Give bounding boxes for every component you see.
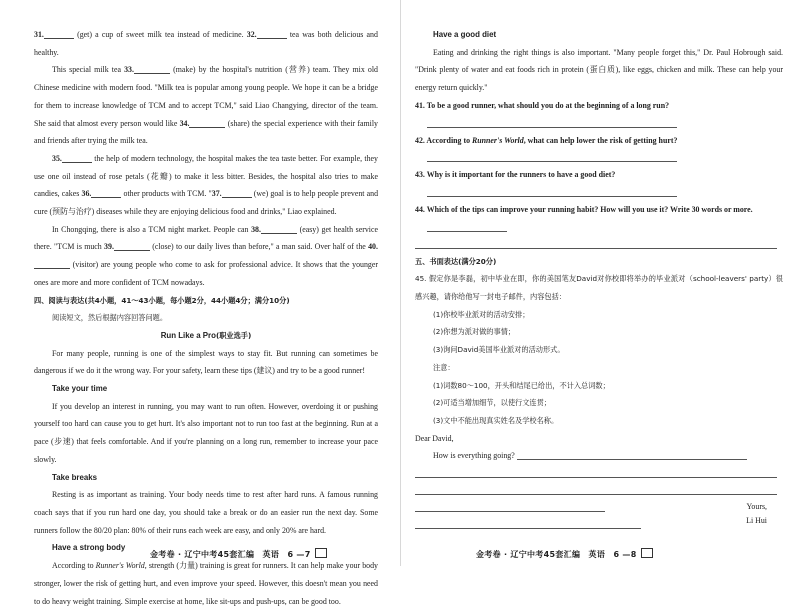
note-heading: 注意： (433, 362, 455, 372)
blank-number-34: 34. (179, 118, 190, 128)
blank-number-40: 40. (368, 242, 378, 252)
text: (close) to our daily lives than before," a man said. Over half of the (152, 242, 366, 252)
blank-number-36: 36. (81, 189, 92, 199)
left-column (34, 26, 378, 610)
paragraph-35-37 (34, 150, 378, 221)
question-41: 41. To be a good runner, what should you do at the beginning of a long run? (415, 100, 670, 110)
writing-line[interactable] (517, 450, 747, 460)
blank-32[interactable] (257, 29, 287, 39)
left-page (0, 0, 400, 606)
tip-heading-breaks: Take breaks (52, 472, 98, 482)
letter-closing: Yours, (746, 502, 767, 511)
note-item: (2)可适当增加细节，以使行文连贯； (433, 398, 551, 408)
question-42 (415, 132, 783, 150)
answer-line-44a[interactable] (427, 219, 507, 232)
blank-39[interactable] (114, 241, 150, 251)
tip-text-breaks: Resting is as important as training. Your body needs time to rest after hard runs. A famous running coach says that if you run hard one day, you should take a break or do an easier run the next day. Some runners follow the 80/20 plan: 80% of their runs each week are easy, and only 20% are hard. (34, 490, 378, 535)
section-4-heading: 四、阅读与表达(共4小题，41～43小题，每小题2分，44小题4分；满分10分) (34, 295, 290, 305)
text: According to (52, 561, 94, 571)
blank-31[interactable] (44, 29, 74, 39)
text: (get) a cup of sweet milk tea instead of medicine. (77, 30, 244, 39)
answer-line-44b[interactable] (415, 236, 777, 249)
text: 42. According to (415, 135, 471, 145)
article-title-text: Run Like a Pro (160, 330, 216, 340)
tip-heading-body: Have a strong body (52, 543, 126, 553)
blank-37[interactable] (222, 188, 252, 198)
footer-text: 金考卷 · 辽宁中考45套汇编 英语 6 —7 (150, 550, 311, 559)
answer-line-43[interactable] (427, 184, 677, 197)
blank-35[interactable] (62, 153, 92, 163)
writing-line[interactable] (415, 516, 641, 529)
text: tea was both delicious and healthy. (34, 30, 378, 57)
paragraph-38-40 (34, 221, 378, 292)
text: (share) the special experience with their family and friends after trying the milk tea. (34, 118, 378, 146)
article-title-cn: (职业选手) (215, 330, 252, 340)
question-43: 43. Why is it important for the runners to have a good diet? (415, 170, 616, 180)
footer-text: 金考卷 · 辽宁中考45套汇编 英语 6 —8 (476, 550, 637, 559)
text: This special milk tea (52, 65, 121, 75)
section-5-heading: 五、书面表达(满分20分) (415, 256, 497, 266)
right-page (400, 0, 801, 566)
blank-40[interactable] (34, 259, 70, 269)
paragraph-31-32 (34, 26, 378, 61)
blank-number-35: 35. (52, 153, 62, 163)
source-title: Runner's World (472, 135, 524, 145)
qr-code-icon (315, 548, 327, 558)
blank-33[interactable] (134, 64, 170, 74)
letter-greeting: Dear David, (415, 433, 454, 443)
blank-34[interactable] (189, 118, 225, 128)
text: (we) goal is to help people prevent and cure (预防与治疗) diseases while they are enjoying delicious food and drinks," Liao explained. (34, 189, 379, 217)
note-item: (3)文中不能出现真实姓名及学校名称。 (433, 415, 559, 425)
letter-signature: Li Hui (746, 516, 767, 525)
article-intro: For many people, running is one of the simplest ways to stay fit. But running can sometimes be dangerous if we do it the wrong way. For your safety, learn these tips (建议) and try to be a good runner! (34, 348, 378, 376)
writing-line[interactable] (415, 465, 777, 478)
tip-text-time: If you develop an interest in running, you may want to run often. However, overdoing it or pushing yourself too hard can cause you to get hurt. It's also important not to run too fast at the beginning. Run at a pace (步速) that feels comfortable. And if you're planning on a long run, remember to increase your pace slowly. (34, 401, 378, 464)
paragraph-33-34 (34, 61, 378, 150)
writing-line[interactable] (415, 499, 605, 512)
text: , what can help lower the risk of getting hurt? (523, 135, 678, 145)
blank-38[interactable] (261, 224, 297, 234)
text: , strength (力量) training is great for runners. It can help make your body stronger, lower the risk of getting hurt, and even improve your speed. However, this doesn't mean you need to do heavy weight training. Simple exercise at home, like sit-ups and push-ups, can be good too. (34, 561, 378, 606)
text: the help of modern technology, the hospital makes the tea taste better. For example, they use one oil instead of rose petals (花瓣) to make it less bitter. Besides, the hospital also tries to make candies, cakes (34, 153, 378, 199)
letter-opening: How is everything going? (433, 451, 515, 461)
tip-text-diet: Eating and drinking the right things is also important. "Many people forget this," Dr. Paul Hobrough said. "Drink plenty of water and eat foods rich in protein (蛋白质), like eggs, chicken and milk. These can help your energy return quickly." (415, 47, 783, 93)
blank-number-38: 38. (251, 224, 261, 234)
note-item: (1)词数80～100，开头和结尾已给出，不计入总词数； (433, 380, 610, 390)
text: (make) by the hospital's nutrition (营养) team. They mix old Chinese medicine with modern food. "Milk tea is popular among young people. We hope it can be a bridge for them to increase knowledge of TCM and to accept TCM," said Liao Changying, director of the team. She said that almost every person would like (34, 65, 378, 128)
text: (visitor) are young people who come to ask for professional advice. It shows that the younger ones are more and more confident of TCM nowadays. (34, 260, 378, 287)
right-column (415, 26, 783, 533)
letter-opening-line (415, 447, 783, 465)
article-title (34, 327, 378, 345)
section-4-instructions: 阅读短文，然后根据内容回答问题。 (52, 313, 168, 323)
blank-number-37: 37. (211, 189, 222, 199)
question-44: 44. Which of the tips can improve your running habit? How will you use it? Write 30 words or more. (415, 204, 753, 214)
qr-code-icon (641, 548, 653, 558)
tip-heading-time: Take your time (52, 384, 108, 394)
blank-number-33: 33. (124, 65, 134, 75)
answer-line-41[interactable] (427, 115, 677, 128)
tip-heading-diet: Have a good diet (433, 30, 497, 39)
writing-line[interactable] (415, 482, 777, 495)
requirement-item: (3)询问David美国毕业派对的活动形式。 (433, 345, 565, 355)
tip-text-body (34, 557, 378, 610)
blank-36[interactable] (91, 188, 121, 198)
right-footer (476, 548, 653, 560)
letter-signoff (746, 500, 767, 528)
text: In Chongqing, there is also a TCM night market. People can (52, 224, 249, 234)
blank-number-39: 39. (104, 242, 114, 252)
blank-number-32: 32. (246, 30, 257, 39)
requirement-item: (2)你想为派对做的事情； (433, 327, 516, 337)
blank-number-31: 31. (34, 30, 44, 39)
source-title: Runner's World (95, 561, 145, 571)
text: (easy) get health service there. "TCM is much (34, 224, 378, 252)
requirement-item: (1)你校毕业派对的活动安排； (433, 309, 530, 319)
answer-line-42[interactable] (427, 149, 677, 162)
question-45: 45. 假定你是李磊，初中毕业在即，你的美国笔友David对你校即将举办的毕业派对（school-leavers' party）很感兴趣，请你给他写一封电子邮件，内容包括： (415, 274, 783, 302)
text: other products with TCM. " (123, 189, 212, 199)
left-footer (150, 548, 327, 560)
